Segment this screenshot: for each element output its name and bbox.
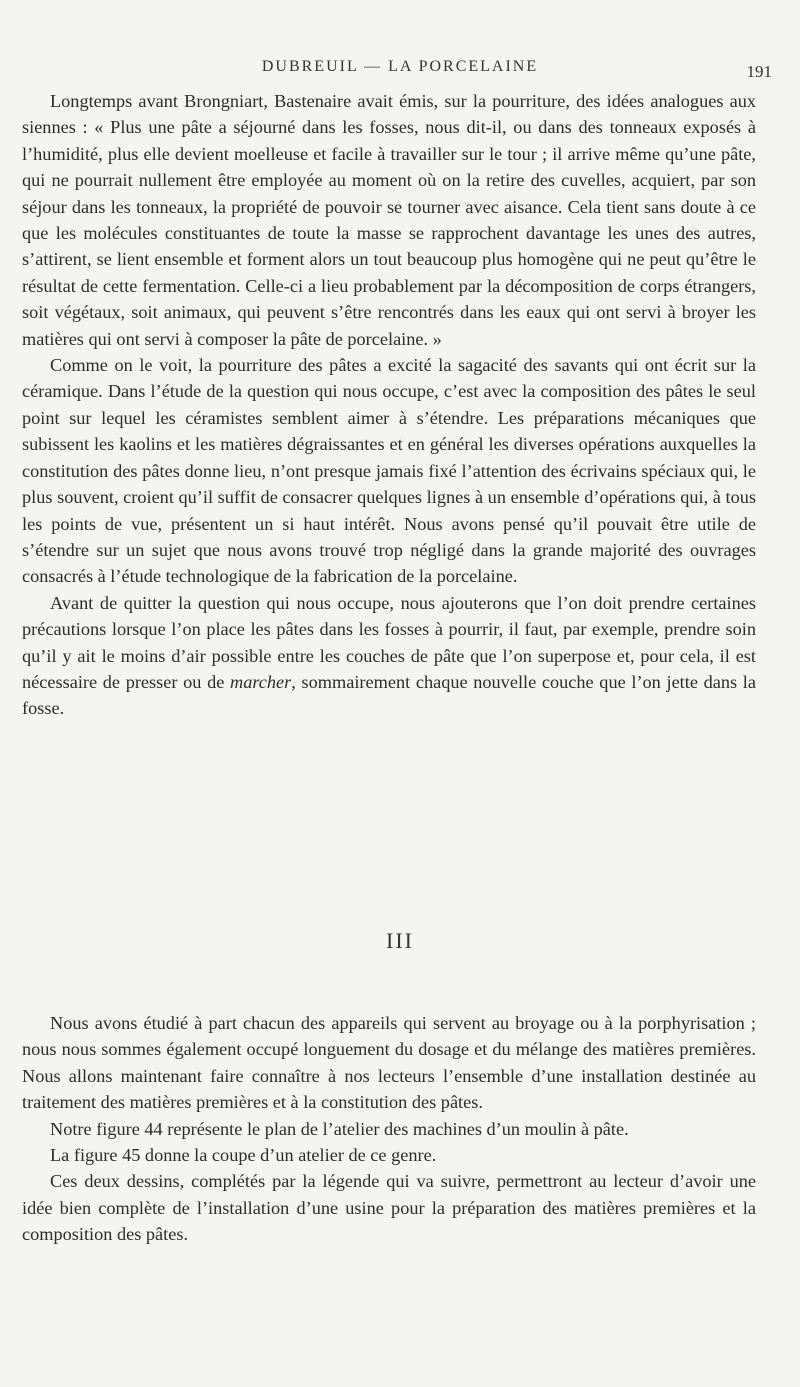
paragraph: Notre figure 44 représente le plan de l’atelier des machines d’un moulin à pâte. xyxy=(50,1118,629,1139)
running-title: DUBREUIL — LA PORCELAINE xyxy=(261,58,539,75)
section-heading: III xyxy=(386,928,414,953)
paragraph: Nous avons étudié à part chacun des appareils qui servent au broyage ou à la porphyrisation ; nous nous sommes également occupé longuement du dosage et du mélange des matières premières. Nous allons maintenant faire connaître à nos lecteurs l’ensemble d’une installation destinée au traitement des matières premières et à la constitution des pâtes. xyxy=(22,1013,756,1113)
paragraph: Ces deux dessins, complétés par la légende qui va suivre, permettront au lecteur d’avoir une idée bien complète de l’installation d’une usine pour la préparation des matières premières et la composition des pâtes. xyxy=(22,1171,756,1245)
paragraph-text: Avant de quitter la question qui nous occupe, nous ajouterons que l’on doit prendre certaines précautions lorsque l’on place les pâtes dans les fosses à pourrir, il faut, par exemple, prendre soin qu’il y ait le moins d’air possible entre les couches de pâte que l’on superpose et, pour cela, il est nécessaire de presser ou de xyxy=(22,592,756,692)
italic-term: marcher xyxy=(230,671,292,692)
paragraph xyxy=(22,590,756,722)
paragraph: Longtemps avant Brongniart, Bastenaire avait émis, sur la pourriture, des idées analogues aux siennes : « Plus une pâte a séjourné dans les fosses, nous dit-il, ou dans des tonneaux exposés à l’humidité, plus elle devient moelleuse et facile à travailler sur le tour ; il arrive même qu’une pâte, qui ne pourrait nullement être employée au moment où on la retire des cuvelles, acquiert, par son séjour dans les tonneaux, la propriété de pouvoir se tourner avec aisance. Cela tient sans doute à ce que les molécules constituantes de toute la masse se rapprochent davantage les unes des autres, s’attirent, se lient ensemble et forment alors un tout beaucoup plus homogène qui ne peut qu’être le résultat de cette fermentation. Celle-ci a lieu probablement par la décomposition de corps étrangers, soit végétaux, soit animaux, qui peuvent s’être rencontrés dans les eaux qui ont servi à broyer les matières qui ont servi à composer la pâte de porcelaine. » xyxy=(22,91,756,349)
paragraph: La figure 45 donne la coupe d’un atelier de ce genre. xyxy=(50,1145,437,1166)
text-block-section xyxy=(22,1010,756,1248)
paragraph-text: , sommairement chaque nouvelle couche que l’on jette dans la fosse. xyxy=(22,671,756,719)
page-header xyxy=(22,58,778,82)
page-number: 191 xyxy=(746,62,772,81)
text-block-main xyxy=(22,88,756,722)
paragraph: Comme on le voit, la pourriture des pâtes a excité la sagacité des savants qui ont écrit sur la céramique. Dans l’étude de la question qui nous occupe, c’est avec la composition des pâtes le seul point sur lequel les céramistes semblent aimer à s’étendre. Les préparations mécaniques que subissent les kaolins et les matières dégraissantes et en général les diverses opérations auxquelles la constitution des pâtes donne lieu, n’ont presque jamais fixé l’attention des écrivains spéciaux qui, le plus souvent, croient qu’il suffit de consacrer quelques lignes à un ensemble d’opérations qui, à tous les points de vue, présentent un si haut intérêt. Nous avons pensé qu’il pouvait être utile de s’étendre sur un sujet que nous avons trouvé trop négligé dans la grande majorité des ouvrages consacrés à l’étude technologique de la fabrication de la porcelaine. xyxy=(22,355,756,587)
